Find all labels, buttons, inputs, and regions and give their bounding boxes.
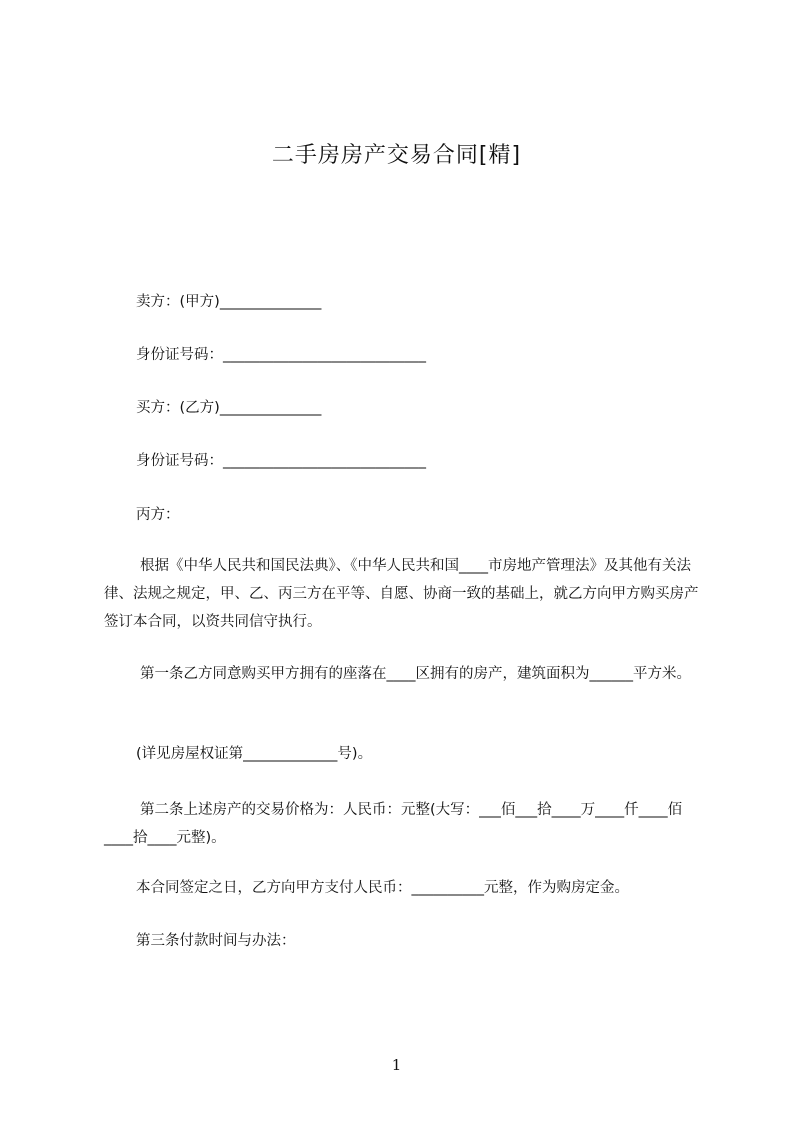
seller-line: 卖方：(甲方)______________ xyxy=(136,294,322,310)
certificate-line: (详见房屋权证第_____________号)。 xyxy=(136,746,373,762)
third-party-line: 丙方： xyxy=(136,507,180,523)
buyer-id-line: 身份证号码：____________________________ xyxy=(136,453,426,469)
article-two-paragraph: 第二条上述房产的交易价格为：人民币：元整(大写：___佰___拾____万____仟____佰____拾____元整)。 xyxy=(104,802,683,846)
article-one-paragraph: 第一条乙方同意购买甲方拥有的座落在____区拥有的房产，建筑面积为______平方米。 xyxy=(140,666,691,682)
page-number: 1 xyxy=(391,1056,402,1074)
seller-id-line: 身份证号码：____________________________ xyxy=(136,347,426,363)
article-three-line: 第三条付款时间与办法： xyxy=(136,933,296,949)
buyer-line: 买方：(乙方)______________ xyxy=(136,400,322,416)
document-title: 二手房房产交易合同[精] xyxy=(271,143,522,168)
intro-paragraph: 根据《中华人民共和国民法典》、《中华人民共和国____市房地产管理法》及其他有关法律、法规之规定，甲、乙、丙三方在平等、自愿、协商一致的基础上，就乙方向甲方购买房产签订本合同，以资共同信守执行。 xyxy=(104,558,699,630)
deposit-line: 本合同签定之日，乙方向甲方支付人民币：__________元整，作为购房定金。 xyxy=(136,880,629,896)
